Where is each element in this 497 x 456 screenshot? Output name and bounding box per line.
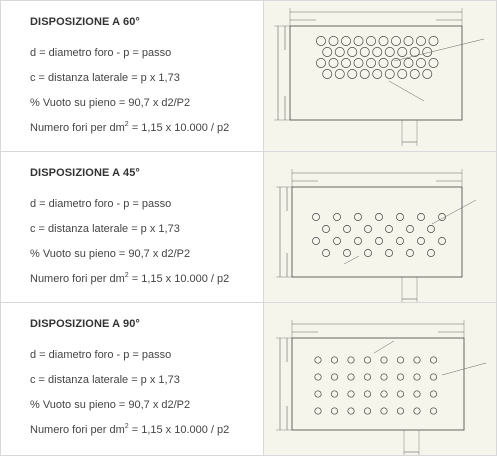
hole-circle [398, 47, 407, 56]
hole-circle [348, 69, 357, 78]
hole-circle [348, 357, 354, 363]
hole-circle [316, 58, 325, 67]
hole-circle [430, 408, 436, 414]
hole-circle [406, 225, 413, 232]
section-45-text [1, 152, 264, 302]
hole-circle [323, 47, 332, 56]
hole-circle [385, 249, 392, 256]
hole-circle [410, 69, 419, 78]
section-title: DISPOSIZIONE A 60° [30, 16, 140, 28]
hole-circle [373, 69, 382, 78]
hole-circle [333, 237, 340, 244]
hole-pattern-90-diagram [264, 303, 496, 455]
hole-circle [331, 357, 337, 363]
hole-circle [427, 249, 434, 256]
hole-circle [429, 36, 438, 45]
diameter-pitch-definition: d = diametro foro - p = passo [30, 349, 172, 361]
hole-circle [381, 391, 387, 397]
hole-circle [348, 408, 354, 414]
hole-circle [397, 408, 403, 414]
hole-circle [375, 213, 382, 220]
hole-circle [348, 391, 354, 397]
hole-circle [315, 408, 321, 414]
leader-line [394, 39, 484, 61]
leader-line [344, 256, 359, 264]
hole-circle [404, 58, 413, 67]
hole-circle [406, 249, 413, 256]
hole-circle [343, 249, 350, 256]
open-area-formula: % Vuoto su pieno = 90,7 x d2/P2 [30, 97, 191, 109]
hole-circle [414, 374, 420, 380]
plate-outline [290, 26, 462, 120]
hole-circle [397, 357, 403, 363]
hole-circle [329, 58, 338, 67]
hole-circle [333, 213, 340, 220]
hole-circle [385, 225, 392, 232]
hole-circle [430, 357, 436, 363]
holes-per-dm2-formula: Numero fori per $dm^2 = 1,15$ x 10.000 / p2 [30, 121, 230, 134]
open-area-formula: % Vuoto su pieno = 90,7 x d2/P2 [30, 248, 191, 260]
lateral-distance-formula: c = distanza laterale = p x 1,73 [30, 72, 180, 84]
plate-outline [292, 187, 462, 277]
section-60-text [1, 1, 264, 151]
section-60-diagram-cell [264, 1, 496, 151]
hole-circle [366, 36, 375, 45]
hole-pattern-45-diagram [264, 152, 496, 302]
hole-circle [379, 36, 388, 45]
diameter-pitch-definition: d = diametro foro - p = passo [30, 198, 172, 210]
hole-circle [398, 69, 407, 78]
section-90-degrees [1, 303, 496, 455]
hole-circle [396, 237, 403, 244]
hole-circle [335, 47, 344, 56]
hole-circle [414, 408, 420, 414]
hole-circle [430, 391, 436, 397]
section-title: DISPOSIZIONE A 45° [30, 167, 140, 179]
hole-circle [331, 408, 337, 414]
lateral-distance-formula: c = distanza laterale = p x 1,73 [30, 223, 180, 235]
hole-circle [429, 58, 438, 67]
hole-circle [354, 213, 361, 220]
leader-line [432, 200, 476, 224]
hole-circle [312, 237, 319, 244]
hole-circle [315, 391, 321, 397]
hole-circle [364, 408, 370, 414]
hole-circle [366, 58, 375, 67]
plate-outline [292, 338, 464, 430]
hole-circle [335, 69, 344, 78]
hole-circle [438, 237, 445, 244]
hole-circle [315, 374, 321, 380]
hole-circle [329, 36, 338, 45]
hole-circle [375, 237, 382, 244]
hole-circle [341, 36, 350, 45]
hole-pattern-60-diagram [264, 1, 496, 151]
hole-circle [391, 36, 400, 45]
holes-per-dm2-formula: Numero fori per $dm^2 = 1,15$ x 10.000 / p2 [30, 423, 230, 436]
hole-circle [331, 374, 337, 380]
hole-circle [322, 225, 329, 232]
hole-circle [417, 213, 424, 220]
hole-circle [404, 36, 413, 45]
section-45-diagram-cell [264, 152, 496, 302]
hole-circle [373, 47, 382, 56]
section-45-degrees [1, 152, 496, 303]
hole-circle [364, 374, 370, 380]
hole-circle [360, 69, 369, 78]
hole-circle [385, 47, 394, 56]
hole-circle [427, 225, 434, 232]
hole-circle [364, 357, 370, 363]
hole-circle [360, 47, 369, 56]
hole-circle [315, 357, 321, 363]
hole-circle [379, 58, 388, 67]
hole-circle [343, 225, 350, 232]
hole-circle [341, 58, 350, 67]
hole-circle [312, 213, 319, 220]
hole-circle [354, 237, 361, 244]
hole-circle [381, 357, 387, 363]
section-90-diagram-cell [264, 303, 496, 455]
section-90-text [1, 303, 264, 455]
diameter-pitch-definition: d = diametro foro - p = passo [30, 47, 172, 59]
hole-circle [385, 69, 394, 78]
hole-circle [396, 213, 403, 220]
hole-circle [414, 391, 420, 397]
holes-per-dm2-formula: Numero fori per $dm^2 = 1,15$ x 10.000 / p2 [30, 272, 230, 285]
hole-circle [348, 47, 357, 56]
hole-circle [354, 36, 363, 45]
section-title: DISPOSIZIONE A 90° [30, 318, 140, 330]
hole-circle [416, 36, 425, 45]
hole-circle [316, 36, 325, 45]
hole-circle [331, 391, 337, 397]
hole-circle [430, 374, 436, 380]
leader-line [374, 341, 394, 353]
hole-circle [423, 69, 432, 78]
hole-circle [381, 408, 387, 414]
hole-circle [381, 374, 387, 380]
hole-circle [354, 58, 363, 67]
hole-circle [348, 374, 354, 380]
hole-circle [416, 58, 425, 67]
lateral-distance-formula: c = distanza laterale = p x 1,73 [30, 374, 180, 386]
hole-circle [364, 391, 370, 397]
open-area-formula: % Vuoto su pieno = 90,7 x d2/P2 [30, 399, 191, 411]
hole-circle [417, 237, 424, 244]
hole-circle [322, 249, 329, 256]
hole-circle [364, 225, 371, 232]
leader-line [389, 81, 424, 101]
hole-circle [397, 374, 403, 380]
hole-circle [364, 249, 371, 256]
hole-circle [414, 357, 420, 363]
section-60-degrees [1, 1, 496, 152]
hole-circle [397, 391, 403, 397]
hole-circle [323, 69, 332, 78]
